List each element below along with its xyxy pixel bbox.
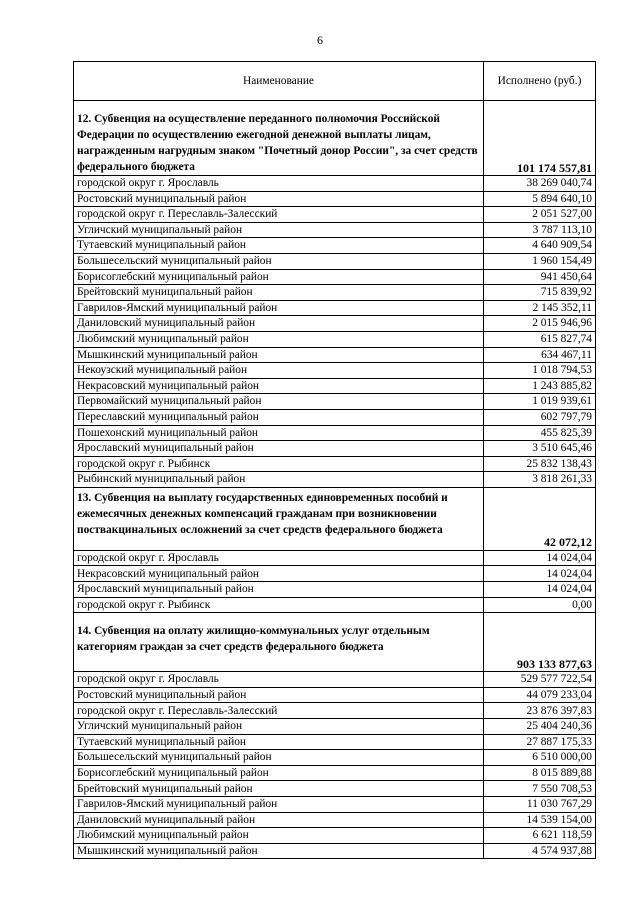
table-row xyxy=(74,363,596,379)
row-name: Любимский муниципальный район xyxy=(74,828,484,844)
row-name: Первомайский муниципальный район xyxy=(74,394,484,410)
row-name: Борисоглебский муниципальный район xyxy=(74,765,484,781)
row-amount: 14 024,04 xyxy=(484,566,596,582)
section-total: 903 133 877,63 xyxy=(484,613,596,672)
row-name: Угличский муниципальный район xyxy=(74,222,484,238)
row-name: Ростовский муниципальный район xyxy=(74,191,484,207)
row-name: Большесельский муниципальный район xyxy=(74,750,484,766)
row-amount: 715 839,92 xyxy=(484,285,596,301)
section-title: 14. Субвенция на оплату жилищно-коммунальных услуг отдельным категориям граждан за счет средств федерального бюджета xyxy=(74,613,484,672)
section-title: 12. Субвенция на осуществление переданного полномочия Российской Федерации по осуществлению ежегодной денежной выплаты лицам, награжденным нагрудным знаком "Почетный донор России", за счет средств федерального бюджета xyxy=(74,101,484,176)
row-name: городской округ г. Рыбинск xyxy=(74,456,484,472)
row-amount: 529 577 722,54 xyxy=(484,672,596,688)
row-amount: 6 621 118,59 xyxy=(484,828,596,844)
table-row xyxy=(74,222,596,238)
table-row xyxy=(74,582,596,598)
table-row xyxy=(74,672,596,688)
table-row xyxy=(74,176,596,192)
table-row xyxy=(74,285,596,301)
row-name: Некрасовский муниципальный район xyxy=(74,378,484,394)
row-name: Мышкинский муниципальный район xyxy=(74,347,484,363)
section-header-14 xyxy=(74,613,596,672)
row-name: городской округ г. Ярославль xyxy=(74,176,484,192)
table-row xyxy=(74,765,596,781)
row-name: Брейтовский муниципальный район xyxy=(74,285,484,301)
section-total: 101 174 557,81 xyxy=(484,101,596,176)
table-row xyxy=(74,687,596,703)
row-amount: 23 876 397,83 xyxy=(484,703,596,719)
table-row xyxy=(74,828,596,844)
row-amount: 1 243 885,82 xyxy=(484,378,596,394)
row-amount: 14 539 154,00 xyxy=(484,812,596,828)
row-name: Ростовский муниципальный район xyxy=(74,687,484,703)
row-amount: 6 510 000,00 xyxy=(484,750,596,766)
table-row xyxy=(74,378,596,394)
row-amount: 1 019 939,61 xyxy=(484,394,596,410)
row-name: Ярославский муниципальный район xyxy=(74,441,484,457)
section-title: 13. Субвенция на выплату государственных единовременных пособий и ежемесячных денежных компенсаций гражданам при возникновении поствакцинальных осложнений за счет средств федерального бюджета xyxy=(74,487,484,550)
row-amount: 615 827,74 xyxy=(484,331,596,347)
table-row xyxy=(74,331,596,347)
row-amount: 1 960 154,49 xyxy=(484,253,596,269)
row-name: городской округ г. Ярославль xyxy=(74,672,484,688)
row-amount: 634 467,11 xyxy=(484,347,596,363)
row-name: Тутаевский муниципальный район xyxy=(74,238,484,254)
table-row xyxy=(74,550,596,566)
table-row xyxy=(74,394,596,410)
row-amount: 4 640 909,54 xyxy=(484,238,596,254)
table-row xyxy=(74,703,596,719)
row-amount: 2 015 946,96 xyxy=(484,316,596,332)
row-amount: 11 030 767,29 xyxy=(484,797,596,813)
table-row xyxy=(74,347,596,363)
row-amount: 44 079 233,04 xyxy=(484,687,596,703)
row-name: Рыбинский муниципальный район xyxy=(74,472,484,488)
row-name: городской округ г. Переславль-Залесский xyxy=(74,703,484,719)
row-name: Мышкинский муниципальный район xyxy=(74,843,484,859)
row-name: Любимский муниципальный район xyxy=(74,331,484,347)
table-row xyxy=(74,253,596,269)
row-name: городской округ г. Ярославль xyxy=(74,550,484,566)
section-header-12 xyxy=(74,101,596,176)
page-number: 6 xyxy=(317,33,323,47)
row-amount: 25 832 138,43 xyxy=(484,456,596,472)
row-amount: 0,00 xyxy=(484,597,596,613)
column-header-executed: Исполнено (руб.) xyxy=(484,62,596,101)
subvention-table xyxy=(73,61,596,859)
table-row xyxy=(74,472,596,488)
row-name: Гаврилов-Ямский муниципальный район xyxy=(74,300,484,316)
table-row xyxy=(74,750,596,766)
row-amount: 602 797,79 xyxy=(484,409,596,425)
row-name: Угличский муниципальный район xyxy=(74,719,484,735)
row-amount: 941 450,64 xyxy=(484,269,596,285)
row-amount: 14 024,04 xyxy=(484,582,596,598)
table-body xyxy=(74,101,596,859)
row-name: Даниловский муниципальный район xyxy=(74,316,484,332)
row-name: Даниловский муниципальный район xyxy=(74,812,484,828)
row-amount: 27 887 175,33 xyxy=(484,734,596,750)
row-amount: 4 574 937,88 xyxy=(484,843,596,859)
row-name: Некоузский муниципальный район xyxy=(74,363,484,379)
row-name: Гаврилов-Ямский муниципальный район xyxy=(74,797,484,813)
row-amount: 8 015 889,88 xyxy=(484,765,596,781)
section-header-13 xyxy=(74,487,596,550)
table-row xyxy=(74,191,596,207)
table-row xyxy=(74,269,596,285)
row-amount: 3 787 113,10 xyxy=(484,222,596,238)
row-amount: 25 404 240,36 xyxy=(484,719,596,735)
column-header-name: Наименование xyxy=(74,62,484,101)
row-name: Переславский муниципальный район xyxy=(74,409,484,425)
table-header-row xyxy=(74,62,596,101)
row-name: городской округ г. Переславль-Залесский xyxy=(74,207,484,223)
row-name: Тутаевский муниципальный район xyxy=(74,734,484,750)
table-row xyxy=(74,456,596,472)
row-amount: 5 894 640,10 xyxy=(484,191,596,207)
table-row xyxy=(74,425,596,441)
row-amount: 14 024,04 xyxy=(484,550,596,566)
row-name: Ярославский муниципальный район xyxy=(74,582,484,598)
row-amount: 2 145 352,11 xyxy=(484,300,596,316)
table-row xyxy=(74,719,596,735)
row-name: Брейтовский муниципальный район xyxy=(74,781,484,797)
row-amount: 455 825,39 xyxy=(484,425,596,441)
table-row xyxy=(74,566,596,582)
row-name: Борисоглебский муниципальный район xyxy=(74,269,484,285)
section-total: 42 072,12 xyxy=(484,487,596,550)
row-amount: 3 510 645,46 xyxy=(484,441,596,457)
row-amount: 2 051 527,00 xyxy=(484,207,596,223)
row-amount: 7 550 708,53 xyxy=(484,781,596,797)
table-row xyxy=(74,409,596,425)
row-amount: 1 018 794,53 xyxy=(484,363,596,379)
row-name: Пошехонский муниципальный район xyxy=(74,425,484,441)
row-name: Некрасовский муниципальный район xyxy=(74,566,484,582)
row-amount: 3 818 261,33 xyxy=(484,472,596,488)
table-row xyxy=(74,207,596,223)
table-row xyxy=(74,316,596,332)
table-row xyxy=(74,781,596,797)
table-row xyxy=(74,597,596,613)
table-row xyxy=(74,238,596,254)
row-amount: 38 269 040,74 xyxy=(484,176,596,192)
table-row xyxy=(74,300,596,316)
table-row xyxy=(74,843,596,859)
table-row xyxy=(74,441,596,457)
row-name: Большесельский муниципальный район xyxy=(74,253,484,269)
table-row xyxy=(74,812,596,828)
table-row xyxy=(74,797,596,813)
table-row xyxy=(74,734,596,750)
row-name: городской округ г. Рыбинск xyxy=(74,597,484,613)
